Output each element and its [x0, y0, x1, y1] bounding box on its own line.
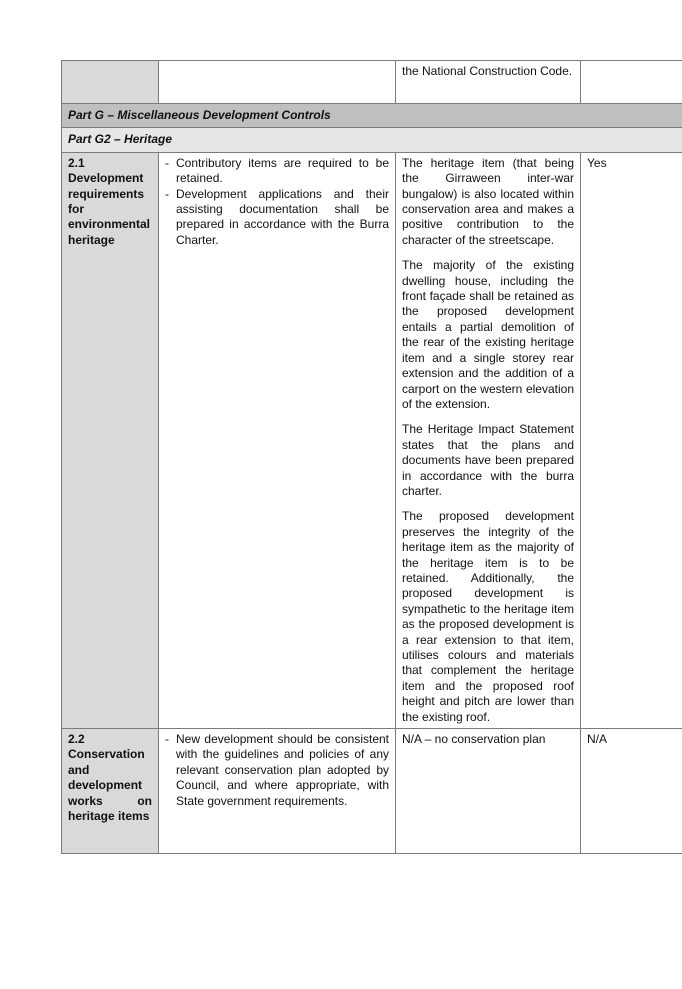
subsection-header: Part G2 – Heritage: [62, 128, 682, 152]
requirement-list: [165, 156, 389, 248]
control-label: 2.1 Development requirements for environmental heritage: [68, 155, 151, 247]
compliance-cell: [581, 61, 682, 104]
comment-paragraph: The majority of the existing dwelling house, including the front façade shall be retained as the proposed development entails a partial demolition of the rear of the existing heritage item and a single storey rear extension and the addition of a carport on the western elevation of the extension.: [402, 258, 574, 411]
compliance-cell: [581, 152, 682, 728]
table-row: [62, 61, 682, 104]
compliance-value: Yes: [587, 155, 607, 170]
section-header-row: [62, 104, 682, 128]
requirement-cell: [159, 152, 396, 728]
comment-cell: [396, 61, 581, 104]
comment-cell: [396, 729, 581, 854]
comment-paragraph: The heritage item (that being the Girraween inter-war bungalow) is also located within conservation area and makes a positive contribution to the character of the streetscape.: [402, 155, 574, 247]
requirement-cell: [159, 61, 396, 104]
compliance-value: N/A: [587, 732, 608, 747]
table-row: [62, 729, 682, 854]
control-label: 2.2 Conservation and development works on heritage items: [68, 732, 152, 824]
comment-paragraph: N/A – no conservation plan: [402, 732, 546, 747]
heritage-compliance-table: [61, 60, 682, 854]
comment-paragraph: The Heritage Impact Statement states that the plans and documents have been prepared in accordance with the burra charter.: [402, 422, 574, 498]
requirement-list: [165, 732, 389, 809]
list-item: - Contributory items are required to be retained.: [165, 156, 389, 187]
comment-cell: [396, 152, 581, 728]
requirement-cell: [159, 729, 396, 854]
table-row: [62, 152, 682, 728]
compliance-cell: [581, 729, 682, 854]
control-label-cell: [62, 152, 159, 728]
section-header: Part G – Miscellaneous Development Controls: [62, 104, 682, 128]
control-label-cell: [62, 61, 159, 104]
subsection-header-row: [62, 128, 682, 152]
comment-text: the National Construction Code.: [402, 64, 573, 78]
list-item: - Development applications and their assisting documentation shall be prepared in accordance with the Burra Charter.: [165, 187, 389, 249]
list-item: - New development should be consistent with the guidelines and policies of any relevant conservation plan adopted by Council, and where appropriate, with State government requirements.: [165, 732, 389, 809]
control-label-cell: [62, 729, 159, 854]
comment-paragraph: The proposed development preserves the integrity of the heritage item as the majority of the heritage item is to be retained. Additionally, the proposed development is sympathetic to the heritage item as the proposed development is a rear extension to that item, utilises colours and materials that complement the heritage item and the proposed roof height and pitch are lower than the existing roof.: [402, 509, 574, 724]
